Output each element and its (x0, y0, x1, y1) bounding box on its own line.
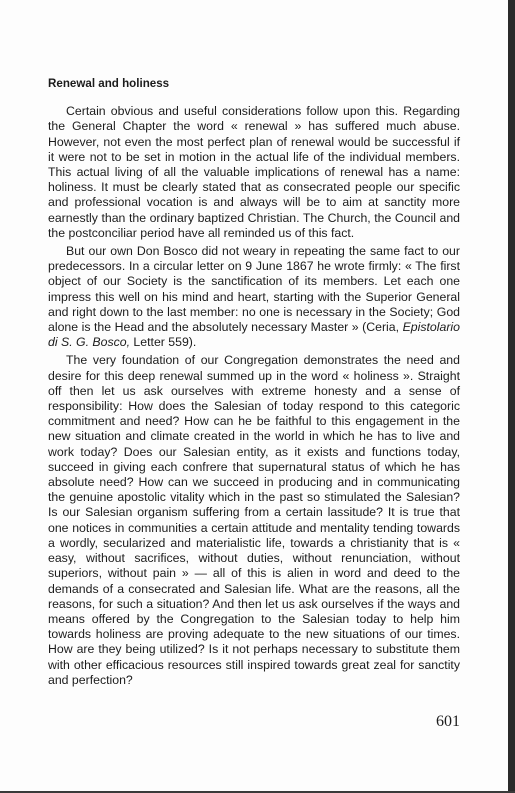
citation-title: Epistolario di S. G. Bosco, (48, 320, 460, 350)
paragraph-2-text-after: Letter 559). (130, 335, 197, 350)
page-number: 601 (436, 713, 460, 730)
section-heading: Renewal and holiness (48, 77, 170, 90)
paragraph-1: Certain obvious and useful considerations follow upon this. Regarding the General Chapter the word « renewal » has suffered much abuse. However, not even the most perfect plan of renewal would be successful if it were not to be set in motion in the actual life of the individual members. This actual living of all the valuable implications of renewal has a name: holiness. It must be clearly stated that as consecrated people our specific and professional vocation is and always will be to aim at sanctity more earnestly than the ordinary baptized Christian. The Church, the Council and the postconciliar period have all reminded us of this fact. (48, 104, 460, 240)
page-body (48, 76, 460, 688)
paragraph-2 (48, 244, 460, 350)
paragraph-3: The very foundation of our Congregation demonstrates the need and desire for this deep renewal summed up in the word « holiness ». Straight off then let us ask ourselves with extreme honesty and a sense of responsibility: How does the Salesian of today respond to this categoric commitment and need? How can he be faithful to this engagement in the new situation and climate created in the world in which he has to live and work today? Does our Salesian entity, as it exists and functions today, succeed in giving each confrere that supernatural status of which he has absolute need? How can we succeed in producing and in communicating the genuine apostolic vitality which in the past so stimulated the Salesian? Is our Salesian organism suffering from a certain lassitude? It is true that one notices in communities a certain attitude and mentality tending towards a wordly, secularized and materialistic life, towards a christianity that is « easy, without sacrifices, without duties, without renunciation, without superiors, without pain » — all of this is alien in word and deed to the demands of a consecrated and Salesian life. What are the reasons, all the reasons, for such a situation? And then let us ask ourselves if the ways and means offered by the Congregation to the Salesian today to help him towards holiness are proving adequate to the new situations of our times. How are they being utilized? Is it not perhaps necessary to substitute them with other efficacious resources still inspired towards great zeal for sanctity and perfection? (48, 353, 460, 687)
paragraph-2-text-before: But our own Don Bosco did not weary in repeating the same fact to our predecessors. In a circular letter on 9 June 1867 he wrote firmly: « The first object of our Society is the sanctification of its members. Let each one impress this well on his mind and heart, starting with the Superior General and right down to the last member: no one is necessary in the Society; God alone is the Head and the absolutely necessary Master » (Ceria, (48, 244, 460, 335)
scan-edge-right (508, 0, 515, 793)
